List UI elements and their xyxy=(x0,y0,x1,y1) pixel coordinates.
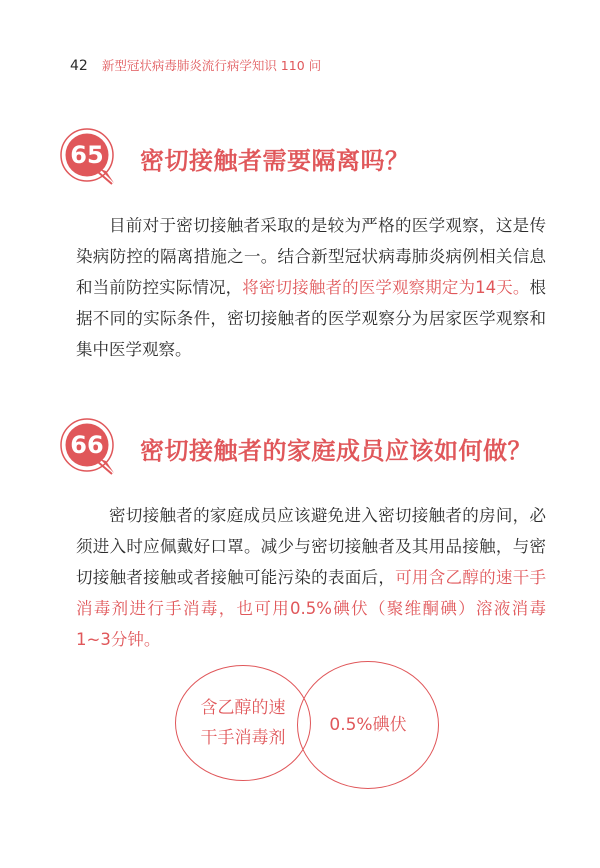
question-badge-icon xyxy=(60,418,120,478)
question-number: 66 xyxy=(70,431,104,459)
ethanol-sanitizer-line1: 含乙醇的速 xyxy=(200,698,286,718)
answer-highlight: 可用含乙醇的速干手消毒剂进行手消毒，也可用0.5%碘伏（聚维酮碘）溶液消毒1~3分钟。 xyxy=(76,568,547,649)
iodophor-label: 0.5%碘伏 xyxy=(329,715,407,735)
page-header xyxy=(70,56,321,74)
question-title: 密切接触者需要隔离吗？ xyxy=(140,146,410,175)
answer-text-continued: 根据不同的实际条件，密切接触者的医学观察分为居家医学观察和集中医学观察。 xyxy=(76,278,546,359)
iodophor-circle xyxy=(297,661,439,789)
question-badge-icon xyxy=(60,128,120,188)
question-header xyxy=(60,418,560,478)
question-number: 65 xyxy=(70,141,104,169)
ethanol-sanitizer-line2: 干手消毒剂 xyxy=(200,728,286,748)
question-66-section xyxy=(60,418,560,655)
answer-paragraph xyxy=(76,210,546,365)
page-number: 42 xyxy=(70,58,88,74)
answer-text: 目前对于密切接触者采取的是较为严格的医学观察，这是传染病防控的隔离措施之一。结合新型冠状病毒肺炎病例相关信息和当前防控实际情况， xyxy=(76,216,546,297)
ethanol-sanitizer-circle xyxy=(175,665,311,781)
answer-text: 密切接触者的家庭成员应该避免进入密切接触者的房间，必须进入时应佩戴好口罩。减少与密切接触者及其用品接触，与密切接触者接触或者接触可能污染的表面后， xyxy=(76,506,546,587)
book-title: 新型冠状病毒肺炎流行病学知识 110 问 xyxy=(101,58,322,73)
disinfectant-diagram xyxy=(175,665,445,785)
question-title: 密切接触者的家庭成员应该如何做？ xyxy=(140,436,532,465)
answer-paragraph xyxy=(76,500,546,655)
answer-highlight: 将密切接触者的医学观察期定为14天。 xyxy=(242,278,530,297)
question-65-section xyxy=(60,128,560,365)
question-header xyxy=(60,128,560,188)
